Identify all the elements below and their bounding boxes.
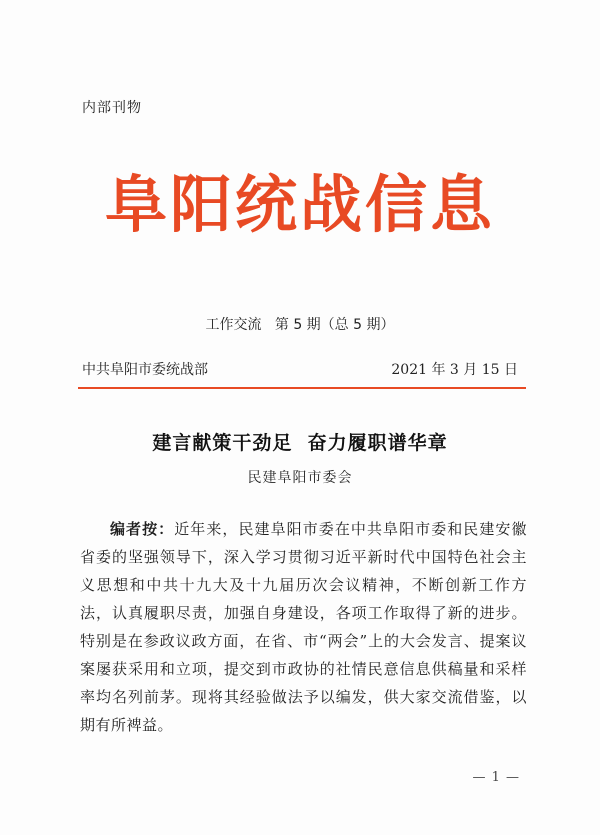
internal-publication-label: 内部刊物 [82, 100, 142, 116]
issue-info: 工作交流 第 5 期（总 5 期） [205, 317, 395, 333]
issue-date: 2021 年 3 月 15 日 [391, 362, 518, 378]
page-number: — 1 — [472, 770, 520, 785]
editor-note [80, 515, 527, 739]
issuing-department: 中共阜阳市委统战部 [82, 362, 208, 378]
masthead-title: 阜阳统战信息 [104, 168, 495, 241]
article-title: 建言献策干劲足 奋力履职谱华章 [152, 432, 448, 454]
header-divider [78, 387, 526, 389]
editor-note-text: 近年来，民建阜阳市委在中共阜阳市委和民建安徽省委的坚强领导下，深入学习贯彻习近平新时代中国特色社会主义思想和中共十九大及十九届历次会议精神，不断创新工作方法，认真履职尽责，加强自身建设，各项工作取得了新的进步。特别是在参政议政方面，在省、市“两会”上的大会发言、提案议案屡获采用和立项，提交到市政协的社情民意信息供稿量和采样率均名列前茅。现将其经验做法予以编发，供大家交流借鉴，以期有所裨益。 [80, 520, 527, 734]
article-author: 民建阜阳市委会 [247, 470, 353, 486]
editor-note-label: 编者按： [110, 520, 175, 538]
